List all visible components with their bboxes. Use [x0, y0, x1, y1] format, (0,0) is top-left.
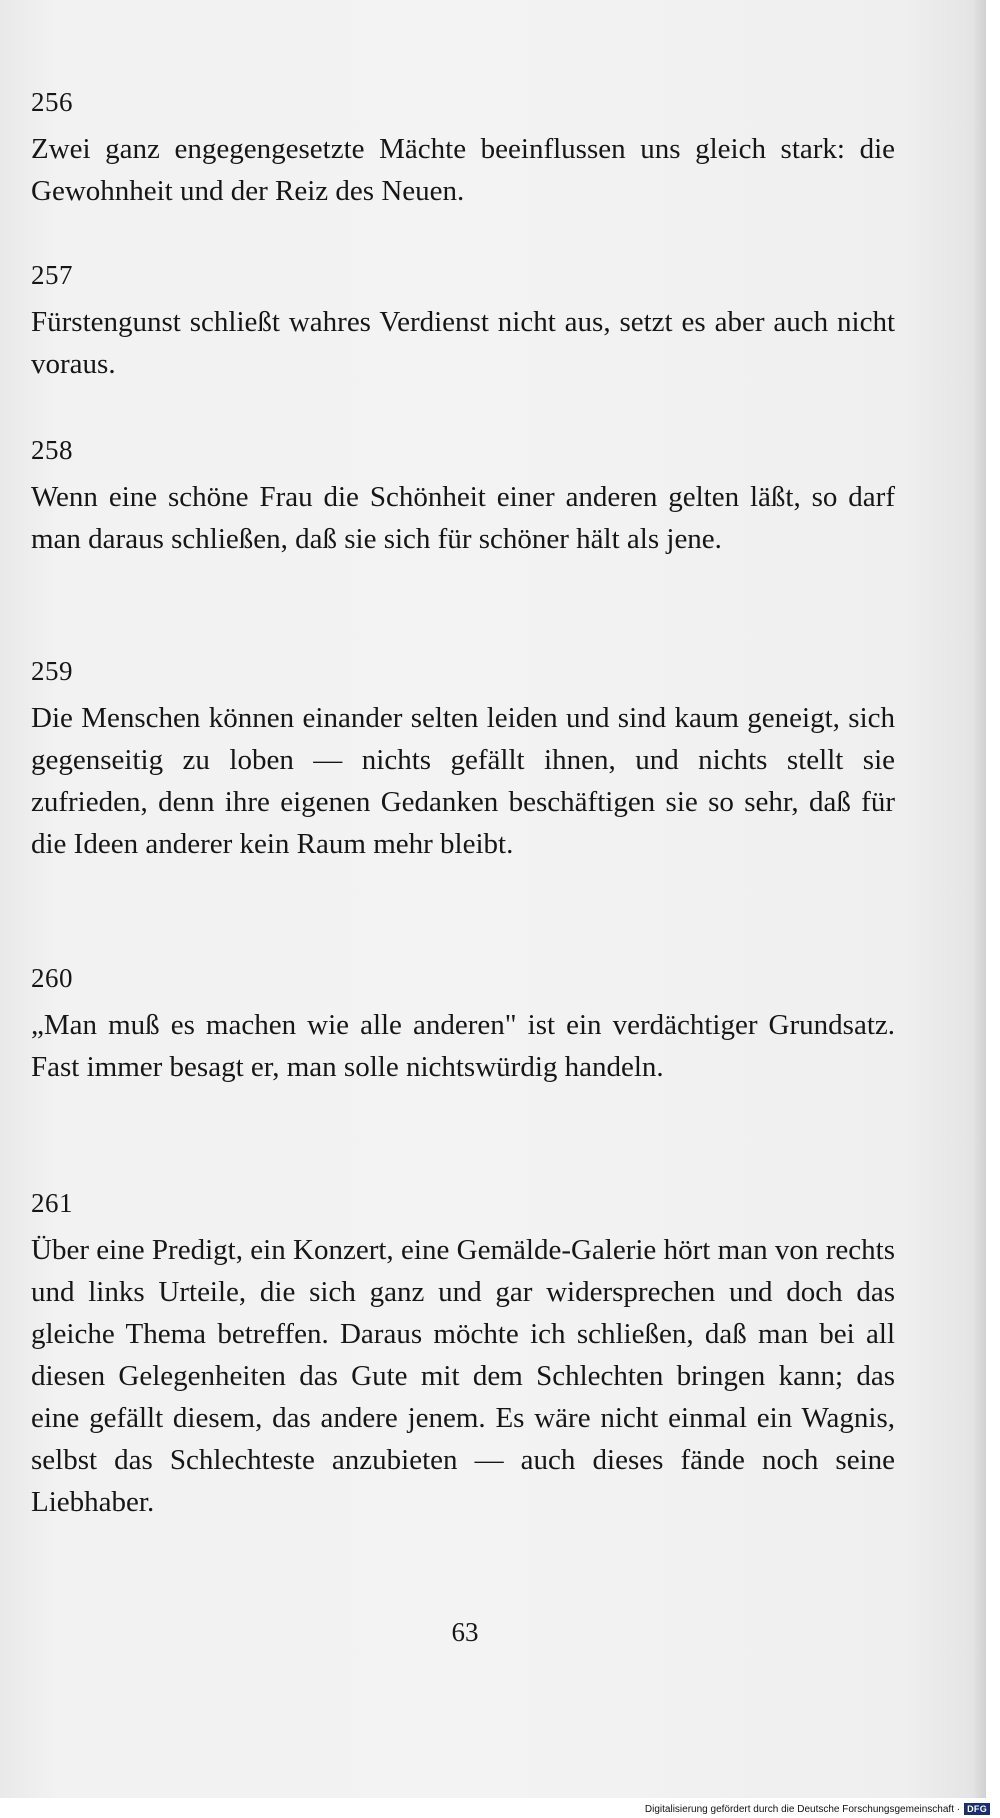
aphorism-number: 256	[31, 87, 73, 117]
aphorism-number: 260	[31, 963, 73, 993]
aphorism-260	[31, 963, 895, 1088]
aphorism-257	[31, 260, 895, 385]
aphorism-text: Zwei ganz engegengesetzte Mächte beeinflussen uns gleich stark: die Gewohnheit und der Reiz des Neuen.	[31, 133, 895, 207]
dfg-logo-icon: DFG	[964, 1803, 990, 1815]
aphorism-number: 257	[31, 260, 73, 290]
aphorism-number: 258	[31, 435, 73, 465]
aphorism-text: Die Menschen können einander selten leiden und sind kaum geneigt, sich gegenseitig zu loben — nichts gefällt ihnen, und nichts stellt sie zufrieden, denn ihre eigenen Gedanken beschäftigen sie so sehr, daß für die Ideen anderer kein Raum mehr bleibt.	[31, 702, 895, 860]
aphorism-text: „Man muß es machen wie alle anderen" ist ein verdächtiger Grundsatz. Fast immer besagt er, man solle nichtswürdig handeln.	[31, 1009, 895, 1083]
page-number: 63	[451, 1617, 479, 1647]
aphorism-259	[31, 656, 895, 865]
credit-text: Digitalisierung gefördert durch die Deutsche Forschungsgemeinschaft ·	[644, 1803, 961, 1815]
aphorism-number: 261	[31, 1188, 73, 1218]
aphorism-256	[31, 87, 895, 212]
aphorism-text: Fürstengunst schließt wahres Verdienst nicht aus, setzt es aber auch nicht voraus.	[31, 306, 895, 380]
aphorism-text: Wenn eine schöne Frau die Schönheit einer anderen gelten läßt, so darf man daraus schließen, daß sie sich für schöner hält als jene.	[31, 481, 895, 555]
aphorism-258	[31, 435, 895, 560]
aphorism-text: Über eine Predigt, ein Konzert, eine Gemälde-Galerie hört man von rechts und links Urteile, die sich ganz und gar widersprechen und doch das gleiche Thema betreffen. Daraus möchte ich schließen, daß man bei all diesen Gelegenheiten das Gute mit dem Schlechten bringen kann; das eine gefällt diesem, das andere jenem. Es wäre nicht einmal ein Wagnis, selbst das Schlechteste anzubieten — auch dieses fände noch seine Liebhaber.	[31, 1234, 895, 1518]
digitization-credit	[645, 1802, 990, 1816]
aphorism-261	[31, 1188, 895, 1523]
aphorism-number: 259	[31, 656, 73, 686]
